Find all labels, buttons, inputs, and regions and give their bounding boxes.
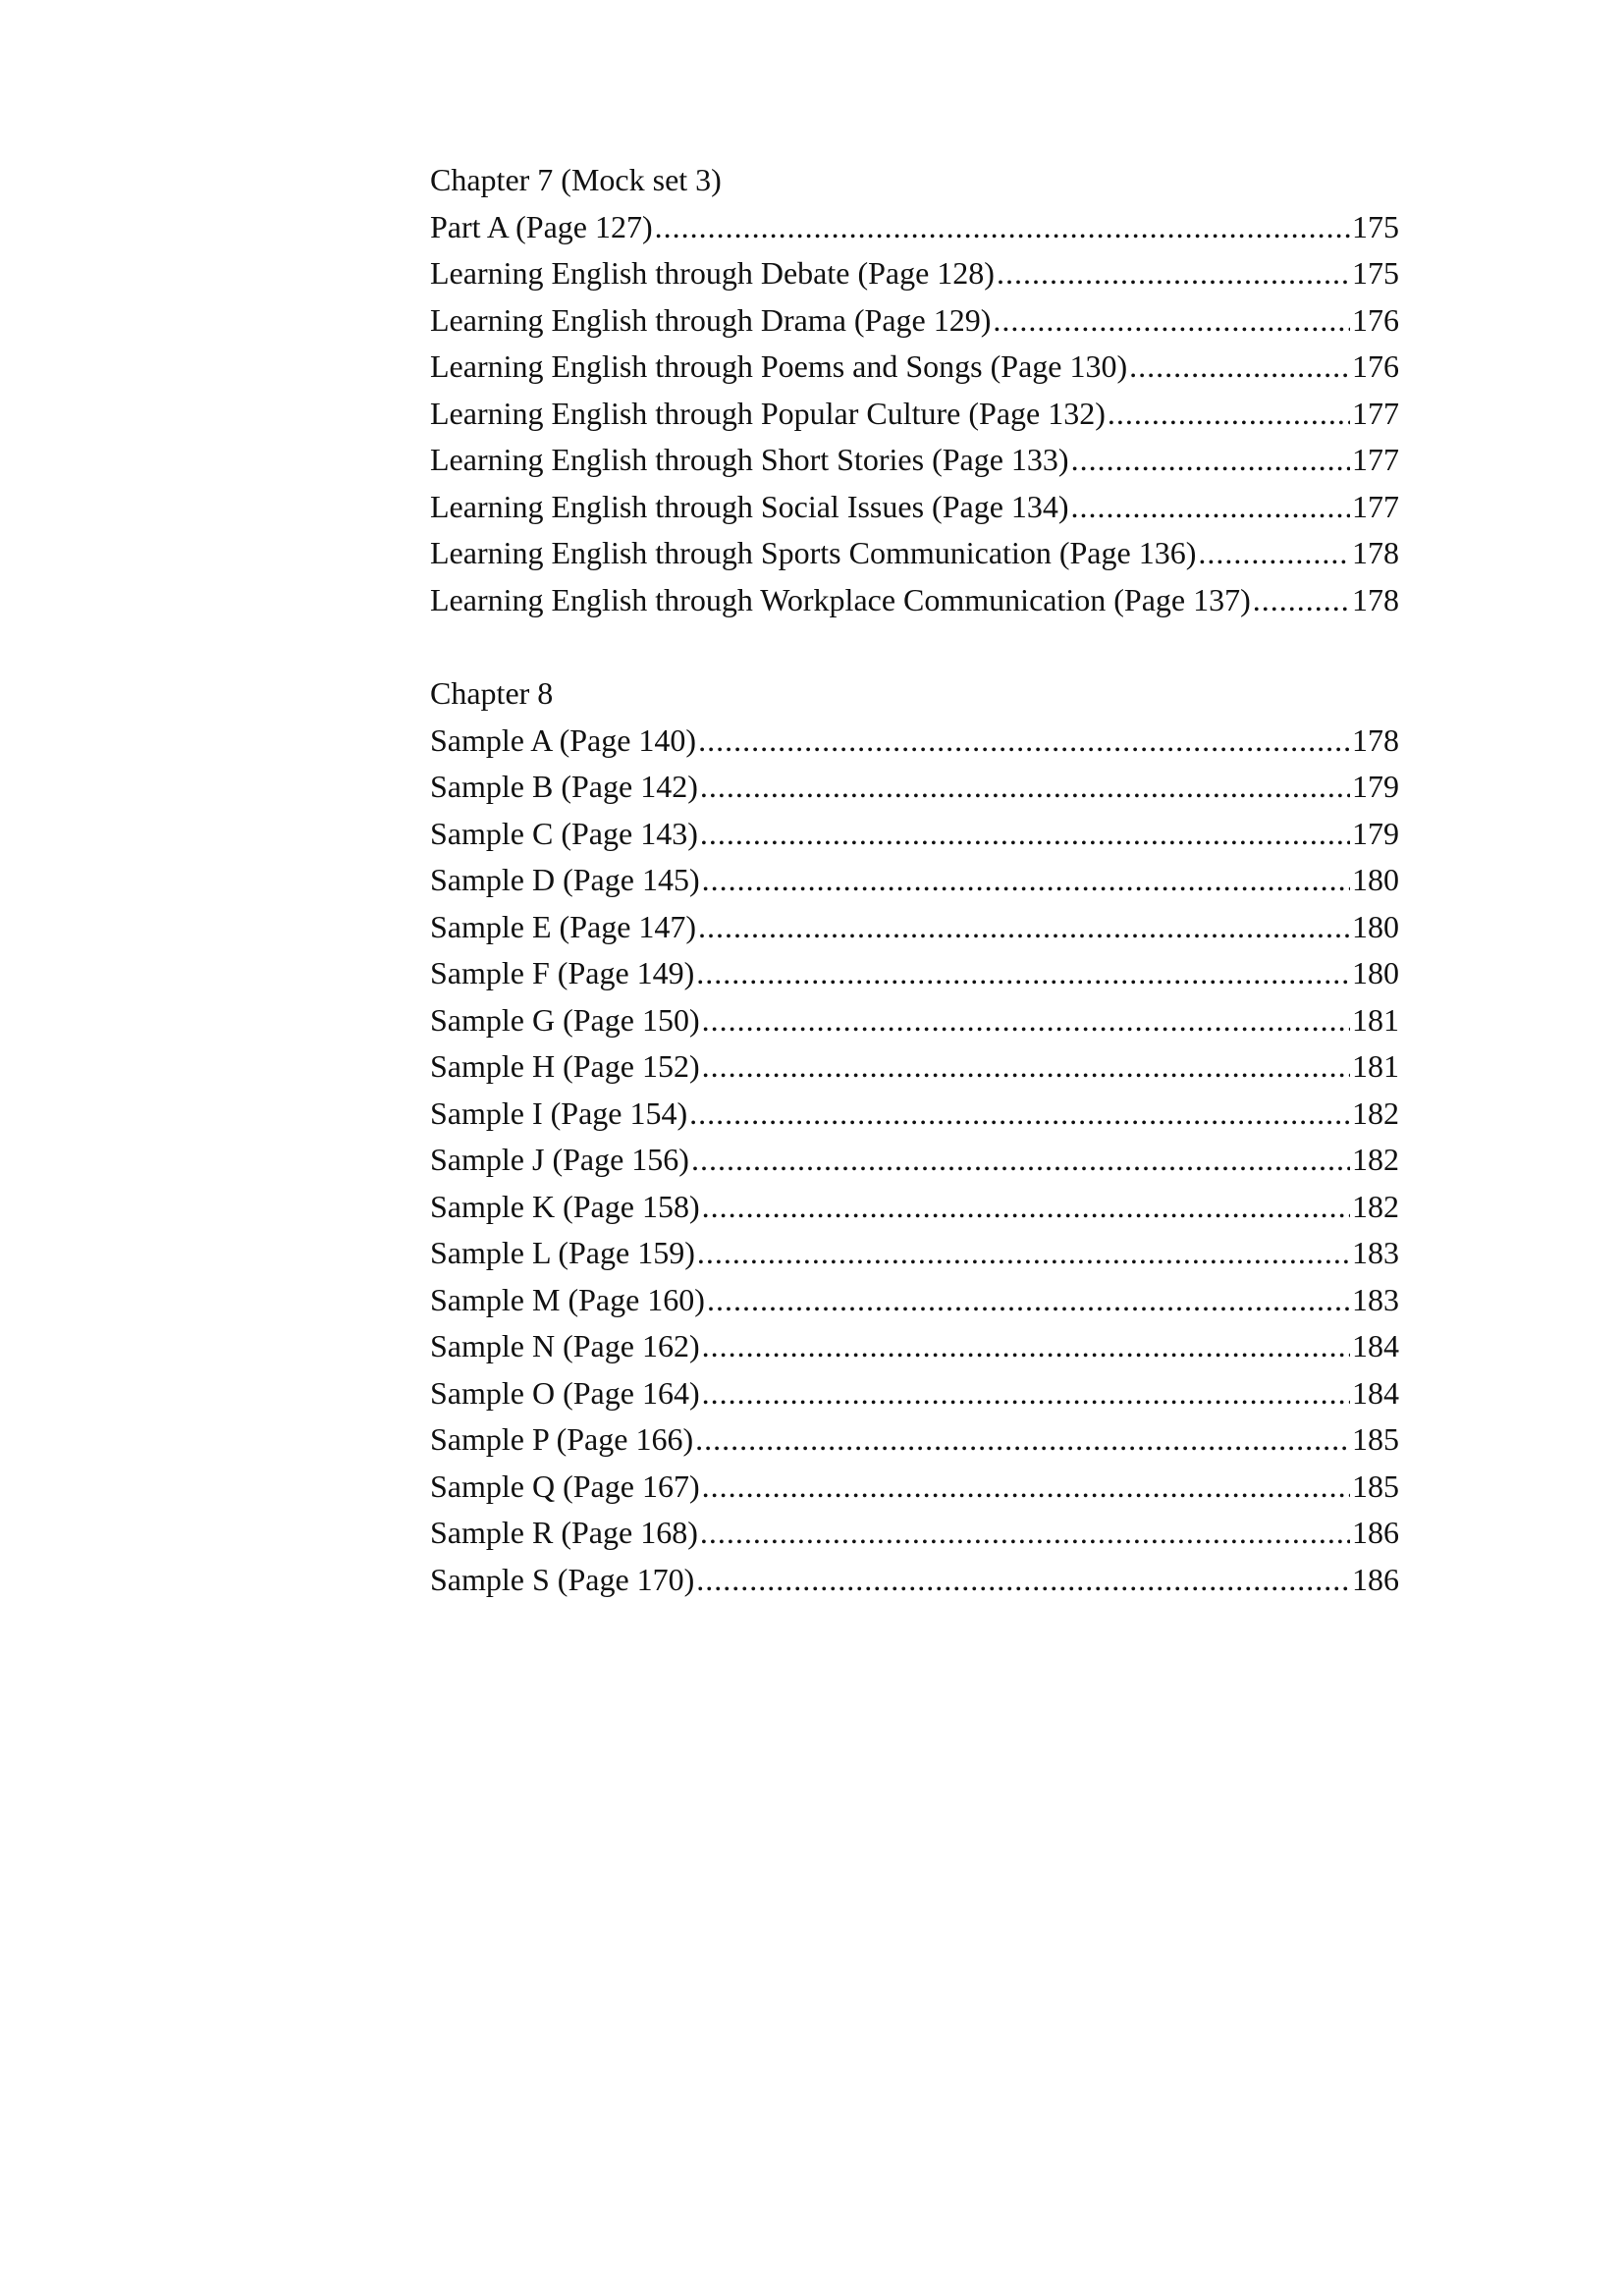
toc-entry-page: 184	[1352, 1328, 1399, 1363]
toc-entry-title: Sample O (Page 164)	[430, 1374, 700, 1411]
toc-entry-title: Sample A (Page 140)	[430, 721, 697, 758]
toc-entry-title: Learning English through Debate (Page 128)	[430, 255, 995, 291]
toc-entry-page: 177	[1352, 395, 1399, 431]
toc-entry-page: 183	[1352, 1281, 1399, 1317]
toc-section-chapter-8	[430, 670, 1399, 1603]
toc-entry[interactable]	[430, 250, 1399, 297]
table-of-contents	[430, 157, 1399, 1603]
toc-entry-title: Sample L (Page 159)	[430, 1235, 695, 1270]
dot-leader	[997, 250, 1350, 297]
toc-entry-page: 178	[1352, 535, 1399, 570]
toc-entry[interactable]	[430, 484, 1399, 531]
toc-entry[interactable]	[430, 718, 1399, 765]
toc-entry-page: 178	[1352, 721, 1399, 758]
dot-leader	[700, 811, 1350, 858]
toc-entry[interactable]	[430, 1510, 1399, 1557]
dot-leader	[702, 997, 1350, 1044]
toc-entry-page: 186	[1352, 1515, 1399, 1550]
dot-leader	[1253, 577, 1350, 624]
dot-leader	[698, 904, 1350, 951]
toc-entry[interactable]	[430, 997, 1399, 1044]
toc-entry-title: Learning English through Sports Communication (Page 136)	[430, 535, 1197, 570]
dot-leader	[1071, 437, 1350, 484]
toc-entry[interactable]	[430, 1091, 1399, 1138]
toc-entry[interactable]	[430, 1043, 1399, 1091]
toc-entry[interactable]	[430, 950, 1399, 997]
dot-leader	[655, 204, 1350, 251]
dot-leader	[700, 1510, 1350, 1557]
toc-entry-title: Learning English through Popular Culture (Page 132)	[430, 395, 1106, 431]
toc-entry-page: 176	[1352, 348, 1399, 384]
toc-entry[interactable]	[430, 904, 1399, 951]
dot-leader	[691, 1137, 1350, 1184]
toc-entry[interactable]	[430, 857, 1399, 904]
toc-entry-page: 182	[1352, 1142, 1399, 1177]
toc-entry-title: Sample Q (Page 167)	[430, 1468, 700, 1504]
toc-entry[interactable]	[430, 577, 1399, 624]
dot-leader	[696, 950, 1350, 997]
toc-entry-title: Sample S (Page 170)	[430, 1561, 695, 1597]
toc-entry-page: 177	[1352, 442, 1399, 477]
toc-entry-title: Sample G (Page 150)	[430, 1001, 700, 1038]
toc-entry-page: 179	[1352, 769, 1399, 804]
dot-leader	[695, 1416, 1350, 1464]
dot-leader	[1071, 484, 1350, 531]
toc-entry-title: Learning English through Short Stories (Page 133)	[430, 442, 1069, 477]
toc-entry[interactable]	[430, 391, 1399, 438]
toc-entry[interactable]	[430, 297, 1399, 345]
dot-leader	[700, 764, 1350, 811]
dot-leader	[689, 1091, 1350, 1138]
toc-entry-title: Sample B (Page 142)	[430, 769, 698, 804]
toc-entry[interactable]	[430, 530, 1399, 577]
toc-entry-title: Sample P (Page 166)	[430, 1421, 694, 1457]
toc-entry-title: Part A (Page 127)	[430, 208, 653, 244]
toc-entry-page: 185	[1352, 1468, 1399, 1504]
toc-entry-title: Sample I (Page 154)	[430, 1095, 688, 1131]
toc-entry-title: Sample H (Page 152)	[430, 1048, 700, 1084]
toc-entry-page: 175	[1352, 255, 1399, 291]
chapter-heading: Chapter 7 (Mock set 3)	[430, 162, 722, 197]
toc-entry-title: Learning English through Workplace Communication (Page 137)	[430, 581, 1251, 617]
toc-entry[interactable]	[430, 1370, 1399, 1417]
toc-entry[interactable]	[430, 204, 1399, 251]
toc-entry-title: Sample D (Page 145)	[430, 862, 700, 897]
dot-leader	[1198, 530, 1350, 577]
toc-entry-page: 181	[1352, 1048, 1399, 1084]
toc-entry-page: 179	[1352, 815, 1399, 851]
dot-leader	[702, 1323, 1350, 1370]
toc-entry[interactable]	[430, 1277, 1399, 1324]
toc-entry-title: Sample J (Page 156)	[430, 1142, 689, 1177]
toc-entry[interactable]	[430, 811, 1399, 858]
toc-entry-page: 183	[1352, 1235, 1399, 1270]
toc-entry[interactable]	[430, 1230, 1399, 1277]
toc-entry-title: Sample R (Page 168)	[430, 1515, 698, 1550]
toc-entry[interactable]	[430, 764, 1399, 811]
toc-entry-page: 185	[1352, 1421, 1399, 1457]
toc-entry-page: 181	[1352, 1001, 1399, 1038]
toc-entry-page: 182	[1352, 1095, 1399, 1131]
toc-entry-title: Learning English through Drama (Page 129)	[430, 301, 992, 338]
toc-entry-page: 176	[1352, 301, 1399, 338]
toc-entry[interactable]	[430, 1464, 1399, 1511]
toc-entry-page: 175	[1352, 208, 1399, 244]
toc-entry-page: 177	[1352, 488, 1399, 524]
dot-leader	[702, 1464, 1350, 1511]
toc-entry[interactable]	[430, 1557, 1399, 1604]
toc-entry[interactable]	[430, 437, 1399, 484]
toc-entry[interactable]	[430, 1137, 1399, 1184]
toc-entry-page: 180	[1352, 908, 1399, 944]
dot-leader	[702, 1043, 1350, 1091]
dot-leader	[698, 718, 1350, 765]
toc-entry-title: Learning English through Poems and Songs (Page 130)	[430, 348, 1128, 384]
toc-entry[interactable]	[430, 1184, 1399, 1231]
toc-entry[interactable]	[430, 1416, 1399, 1464]
toc-entry-title: Sample M (Page 160)	[430, 1281, 705, 1317]
dot-leader	[1129, 344, 1350, 391]
toc-entry-page: 178	[1352, 581, 1399, 617]
dot-leader	[696, 1557, 1350, 1604]
toc-entry-page: 184	[1352, 1374, 1399, 1411]
dot-leader	[707, 1277, 1350, 1324]
toc-entry[interactable]	[430, 344, 1399, 391]
toc-entry-page: 186	[1352, 1561, 1399, 1597]
chapter-heading: Chapter 8	[430, 675, 554, 711]
toc-entry-title: Sample C (Page 143)	[430, 815, 698, 851]
toc-entry-page: 180	[1352, 955, 1399, 990]
toc-entry-title: Learning English through Social Issues (Page 134)	[430, 488, 1069, 524]
dot-leader	[702, 857, 1350, 904]
toc-entry-title: Sample E (Page 147)	[430, 908, 697, 944]
dot-leader	[1108, 391, 1350, 438]
dot-leader	[702, 1184, 1350, 1231]
toc-section-chapter-7	[430, 157, 1399, 623]
toc-entry-title: Sample K (Page 158)	[430, 1188, 700, 1224]
dot-leader	[702, 1370, 1350, 1417]
toc-entry-title: Sample N (Page 162)	[430, 1328, 700, 1363]
toc-entry[interactable]	[430, 1323, 1399, 1370]
toc-entry-page: 180	[1352, 862, 1399, 897]
dot-leader	[697, 1230, 1350, 1277]
dot-leader	[993, 297, 1350, 345]
toc-entry-title: Sample F (Page 149)	[430, 955, 695, 990]
toc-entry-page: 182	[1352, 1188, 1399, 1224]
